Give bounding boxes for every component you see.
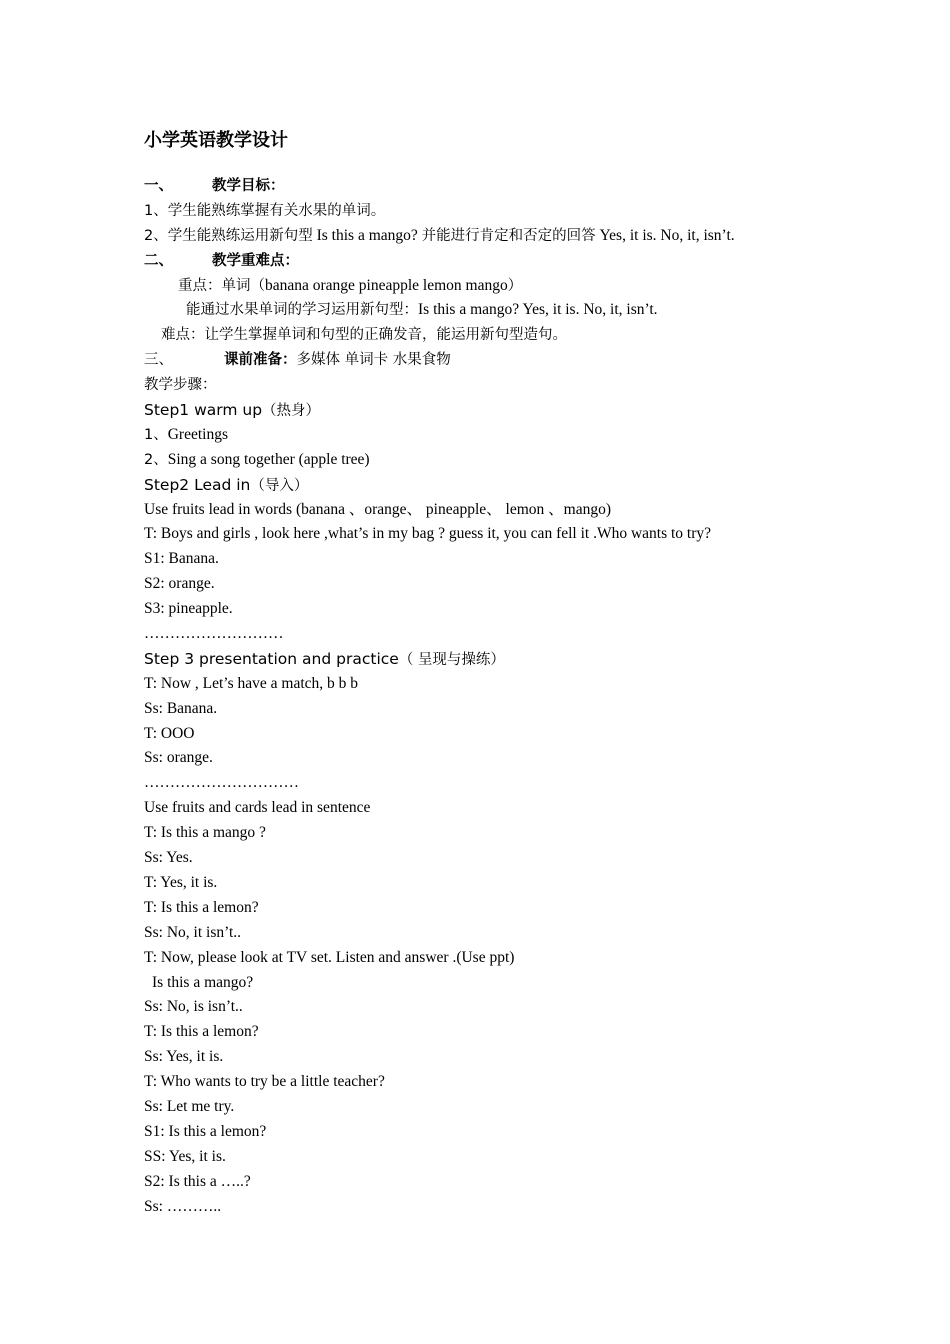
section-title: 课前准备： — [224, 352, 297, 369]
step-line: Ss: ……….. — [144, 1197, 222, 1215]
step-line: 2、Sing a song together (apple tree) — [144, 450, 370, 468]
step-line-text: Greetings — [167, 425, 228, 443]
step-line: 1、Greetings — [144, 425, 228, 443]
step-line: T: Is this a lemon? — [144, 898, 259, 916]
step-title: Step2 Lead in — [144, 475, 251, 494]
objective-text-en: Is this a mango? — [312, 226, 422, 244]
key-point-label: 重点：单词（ — [178, 277, 265, 294]
step-line: Ss: orange. — [144, 749, 213, 767]
step-title: Step 3 presentation and practice — [144, 649, 399, 668]
section-title: 教学重难点： — [212, 252, 299, 269]
preparation-content: 多媒体 单词卡 水果食物 — [296, 352, 451, 369]
key-point-words: banana orange pineapple lemon mango — [265, 276, 508, 294]
step-line: T: Who wants to try be a little teacher? — [144, 1073, 385, 1091]
section-title: 教学目标： — [212, 178, 285, 194]
step-heading — [144, 398, 904, 423]
step-line: T: Now, please look at TV set. Listen and answer .(Use ppt) — [144, 948, 515, 966]
step-title-cjk: （导入） — [250, 477, 309, 494]
document-body — [144, 174, 904, 1219]
objective-text: 2、学生能熟练运用新句型 — [144, 227, 313, 244]
key-point-close: ） — [507, 277, 523, 294]
step-line: T: Yes, it is. — [144, 873, 218, 891]
step-line: ……………………… — [144, 625, 284, 643]
section-number: 三、 — [144, 352, 173, 369]
step-title-cjk: （ 呈现与操练） — [398, 651, 505, 668]
objective-item — [144, 224, 904, 249]
difficult-point-line: 难点：让学生掌握单词和句型的正确发音，能运用新句型造句。 — [161, 327, 567, 344]
step-line: T: Is this a lemon? — [144, 1023, 259, 1041]
steps-label: 教学步骤： — [144, 377, 217, 394]
section-number: 二、 — [144, 252, 173, 269]
step-line: S1: Is this a lemon? — [144, 1122, 267, 1140]
step-line: T: Is this a mango ? — [144, 824, 266, 842]
step-line: Ss: Let me try. — [144, 1097, 235, 1115]
step-line: T: OOO — [144, 724, 195, 742]
step-title-cjk: （热身） — [262, 403, 321, 420]
step-line: Ss: No, it isn’t.. — [144, 923, 242, 941]
step-line: S3: pineapple. — [144, 600, 233, 618]
objective-text: 并能进行肯定和否定的回答 — [421, 227, 596, 244]
objective-text-en: Yes, it is. No, it, isn’t. — [595, 226, 735, 244]
step-line: T: Boys and girls , look here ,what’s in my bag ? guess it, you can fell it .Who wants to try? — [144, 525, 712, 543]
step-line: S2: orange. — [144, 575, 215, 593]
key-point-line — [144, 298, 904, 323]
section-heading-key-points — [144, 249, 904, 274]
step-line: S2: Is this a …..? — [144, 1172, 251, 1190]
step-heading — [144, 647, 904, 672]
objective-item: 1、学生能熟练掌握有关水果的单词。 — [144, 202, 386, 219]
section-heading-objectives — [144, 174, 904, 199]
step-line: Use fruits and cards lead in sentence — [144, 799, 371, 817]
step-line: SS: Yes, it is. — [144, 1147, 226, 1165]
step-line: Ss: Yes, it is. — [144, 1048, 224, 1066]
step-line: Ss: Banana. — [144, 699, 218, 717]
step-line: Use fruits lead in words (banana 、orange、 pineapple、 lemon 、mango) — [144, 500, 612, 518]
key-point-line — [144, 274, 904, 299]
step-heading — [144, 473, 904, 498]
key-point-sentence: Is this a mango? Yes, it is. No, it, isn’t. — [418, 301, 658, 319]
step-line: Ss: Yes. — [144, 849, 193, 867]
step-title: Step1 warm up — [144, 401, 263, 420]
step-line: S1: Banana. — [144, 550, 219, 568]
key-point-text: 能通过水果单词的学习运用新句型： — [186, 302, 418, 319]
document-title: 小学英语教学设计 — [144, 130, 288, 151]
step-line: Ss: No, is isn’t.. — [144, 998, 243, 1016]
step-line-indented: Is this a mango? — [152, 973, 254, 991]
section-heading-preparation — [144, 348, 904, 373]
section-number: 一、 — [144, 178, 173, 194]
step-line: T: Now , Let’s have a match, b b b — [144, 674, 359, 692]
step-line: ………………………… — [144, 774, 299, 792]
step-line-text: Sing a song together (apple tree) — [167, 450, 370, 468]
